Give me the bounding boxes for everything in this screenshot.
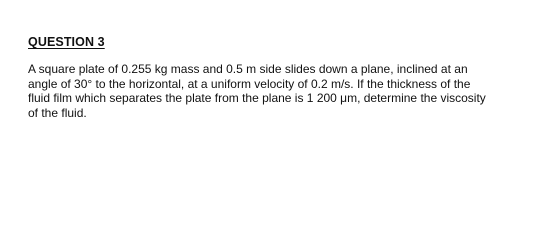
question-text-line: fluid film which separates the plate from the plane is 1 200 μm, determine the viscosity: [28, 91, 486, 106]
question-text-line: of the fluid.: [28, 105, 87, 120]
question-text-line: A square plate of 0.255 kg mass and 0.5 m side slides down a plane, inclined at an: [28, 62, 468, 76]
question-text: [28, 62, 553, 120]
question-heading: QUESTION 3: [28, 35, 105, 49]
question-text-line: angle of 30° to the horizontal, at a uniform velocity of 0.2 m/s. If the thickness of the: [28, 76, 471, 91]
